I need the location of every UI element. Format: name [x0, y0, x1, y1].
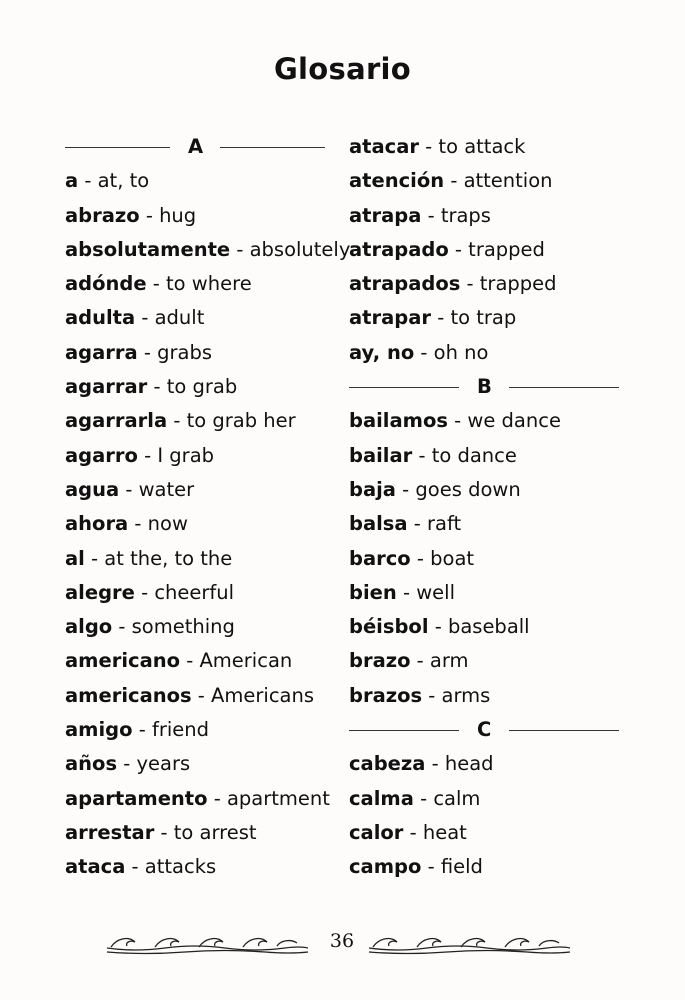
entry-separator: -: [167, 409, 187, 433]
wave-ornament-icon: [105, 930, 310, 956]
glossary-entry: [65, 404, 325, 438]
glossary-column-left: [65, 130, 351, 885]
page-number: 36: [329, 930, 355, 952]
glossary-entry: [349, 439, 619, 473]
entry-definition: we dance: [467, 409, 561, 433]
divider-rule: [65, 147, 170, 148]
entry-separator: -: [412, 443, 432, 467]
glossary-entry: [65, 336, 325, 370]
glossary-entry: [65, 850, 325, 884]
entry-term: agua: [65, 477, 120, 501]
entry-definition: boat: [430, 546, 475, 570]
entry-definition: traps: [440, 203, 491, 227]
glossary-entry: [349, 473, 619, 507]
entry-separator: -: [414, 340, 434, 364]
entry-term: absolutamente: [65, 237, 231, 261]
glossary-entry: [65, 713, 325, 747]
entry-term: al: [65, 546, 85, 570]
glossary-entry: [349, 164, 619, 198]
glossary-entry: [349, 233, 619, 267]
divider-rule: [220, 147, 325, 148]
entry-term: algo: [65, 615, 113, 639]
glossary-entry: [65, 233, 351, 267]
entry-definition: at, to: [97, 169, 150, 193]
entry-separator: -: [407, 512, 428, 536]
section-header-b: [349, 370, 619, 404]
entry-separator: -: [230, 237, 250, 261]
entry-definition: to dance: [431, 443, 517, 467]
entry-definition: attention: [463, 169, 553, 193]
entry-definition: head: [444, 752, 494, 776]
entry-definition: American: [199, 649, 293, 673]
entry-definition: calm: [433, 786, 481, 810]
section-letter: A: [188, 135, 204, 158]
entry-separator: -: [431, 306, 451, 330]
glossary-entry: [65, 439, 325, 473]
glossary-entry: [65, 816, 325, 850]
entry-definition: heat: [422, 820, 467, 844]
glossary-entry: [349, 542, 619, 576]
glossary-entry: [65, 747, 325, 781]
entry-term: campo: [349, 855, 422, 879]
glossary-entry: [65, 267, 325, 301]
entry-term: americano: [65, 649, 181, 673]
entry-separator: -: [207, 786, 227, 810]
entry-definition: apartment: [226, 786, 330, 810]
entry-term: a: [65, 169, 79, 193]
entry-term: bien: [349, 580, 397, 604]
entry-term: atrapa: [349, 203, 422, 227]
glossary-entry: [65, 370, 325, 404]
entry-term: calor: [349, 820, 404, 844]
glossary-entry: [65, 644, 325, 678]
entry-term: americanos: [65, 683, 192, 707]
glossary-entry: [349, 576, 619, 610]
entry-separator: -: [125, 855, 145, 879]
entry-definition: friend: [151, 718, 210, 742]
entry-definition: to grab her: [186, 409, 296, 433]
entry-term: balsa: [349, 512, 408, 536]
entry-separator: -: [395, 477, 416, 501]
entry-separator: -: [78, 169, 98, 193]
entry-definition: cheerful: [154, 580, 235, 604]
entry-term: adulta: [65, 306, 136, 330]
entry-separator: -: [119, 477, 139, 501]
entry-definition: to trap: [450, 306, 517, 330]
entry-separator: -: [460, 272, 480, 296]
entry-separator: -: [84, 546, 105, 570]
glossary-entry: [349, 301, 619, 335]
glossary-entry: [65, 301, 325, 335]
entry-separator: -: [428, 615, 448, 639]
entry-separator: -: [117, 752, 137, 776]
entry-term: atrapar: [349, 306, 431, 330]
entry-separator: -: [191, 683, 212, 707]
entry-separator: -: [410, 546, 431, 570]
entry-definition: at the, to the: [104, 546, 233, 570]
entry-separator: -: [139, 203, 160, 227]
entry-term: atrapados: [349, 272, 461, 296]
entry-definition: goes down: [415, 477, 521, 501]
entry-term: agarrar: [65, 375, 148, 399]
entry-separator: -: [135, 306, 155, 330]
glossary-entry: [65, 610, 325, 644]
entry-definition: oh no: [433, 340, 489, 364]
entry-term: abrazo: [65, 203, 140, 227]
entry-term: ahora: [65, 512, 129, 536]
entry-term: agarra: [65, 340, 138, 364]
glossary-entry: [349, 782, 619, 816]
entry-definition: attacks: [144, 855, 217, 879]
glossary-entry: [349, 747, 619, 781]
glossary-entry: [349, 850, 619, 884]
glossary-entry: [65, 507, 325, 541]
entry-term: béisbol: [349, 615, 429, 639]
entry-separator: -: [425, 752, 445, 776]
entry-separator: -: [418, 135, 439, 158]
entry-separator: -: [421, 203, 441, 227]
divider-rule: [509, 387, 619, 388]
glossary-entry: [65, 576, 325, 610]
entry-term: apartamento: [65, 786, 208, 810]
entry-term: adónde: [65, 272, 147, 296]
entry-definition: field: [440, 855, 483, 879]
entry-separator: -: [128, 512, 148, 536]
entry-separator: -: [421, 855, 441, 879]
entry-term: baja: [349, 477, 396, 501]
entry-term: bailamos: [349, 409, 448, 433]
glossary-entry: [65, 164, 325, 198]
section-letter: B: [477, 375, 492, 399]
glossary-entry: [349, 816, 619, 850]
entry-term: atacar: [349, 135, 419, 158]
entry-definition: absolutely: [249, 237, 351, 261]
entry-term: ataca: [65, 855, 126, 879]
entry-term: ay, no: [349, 340, 415, 364]
entry-separator: -: [112, 615, 132, 639]
entry-separator: -: [403, 820, 423, 844]
glossary-entry: [65, 199, 325, 233]
entry-separator: -: [444, 169, 464, 193]
glossary-entry: [349, 644, 619, 678]
entry-separator: -: [137, 443, 158, 467]
entry-definition: to where: [166, 272, 252, 296]
entry-definition: arm: [429, 649, 469, 673]
entry-definition: adult: [154, 306, 205, 330]
entry-definition: years: [136, 752, 191, 776]
glossary-column-right: [349, 130, 619, 885]
page-footer: [0, 928, 685, 958]
entry-definition: Americans: [211, 683, 315, 707]
entry-definition: hug: [159, 203, 197, 227]
glossary-entry: [65, 542, 325, 576]
glossary-entry: [65, 782, 330, 816]
divider-rule: [509, 730, 619, 731]
entry-definition: to arrest: [173, 820, 257, 844]
entry-separator: -: [448, 237, 469, 261]
entry-separator: -: [413, 786, 434, 810]
entry-term: arrestar: [65, 820, 155, 844]
entry-separator: -: [132, 718, 152, 742]
divider-rule: [349, 387, 459, 388]
glossary-entry: [65, 679, 325, 713]
section-letter: C: [477, 718, 492, 742]
entry-definition: baseball: [447, 615, 530, 639]
entry-term: calma: [349, 786, 414, 810]
glossary-entry: [349, 679, 619, 713]
glossary-entry: [349, 610, 619, 644]
entry-term: brazos: [349, 683, 423, 707]
entry-definition: grabs: [157, 340, 212, 364]
glossary-entry: [349, 336, 619, 370]
glossary-entry: [349, 404, 619, 438]
entry-definition: now: [147, 512, 188, 536]
entry-definition: well: [416, 580, 455, 604]
entry-separator: -: [410, 649, 430, 673]
entry-term: cabeza: [349, 752, 426, 776]
glossary-entry: [65, 473, 325, 507]
entry-separator: -: [447, 409, 468, 433]
entry-definition: arms: [441, 683, 491, 707]
entry-definition: water: [138, 477, 195, 501]
entry-separator: -: [137, 340, 158, 364]
section-header-a: [65, 130, 325, 164]
entry-separator: -: [180, 649, 200, 673]
entry-separator: -: [396, 580, 417, 604]
glossary-entry: [349, 199, 619, 233]
glossary-entry: [349, 507, 619, 541]
entry-definition: to grab: [166, 375, 238, 399]
glossary-entry: [349, 130, 619, 164]
entry-term: agarro: [65, 443, 138, 467]
divider-rule: [349, 730, 459, 731]
entry-definition: trapped: [479, 272, 557, 296]
entry-separator: -: [154, 820, 174, 844]
entry-separator: -: [147, 375, 167, 399]
entry-separator: -: [422, 683, 442, 707]
entry-term: atrapado: [349, 237, 449, 261]
entry-definition: trapped: [468, 237, 545, 261]
entry-definition: raft: [427, 512, 462, 536]
entry-term: amigo: [65, 718, 133, 742]
section-header-c: [349, 713, 619, 747]
entry-separator: -: [134, 580, 155, 604]
entry-term: atención: [349, 169, 445, 193]
entry-term: alegre: [65, 580, 135, 604]
entry-separator: -: [146, 272, 167, 296]
entry-term: agarrarla: [65, 409, 168, 433]
wave-ornament-icon: [367, 930, 572, 956]
entry-term: brazo: [349, 649, 411, 673]
entry-definition: something: [131, 615, 235, 639]
entry-term: barco: [349, 546, 411, 570]
entry-definition: to attack: [438, 135, 526, 158]
entry-term: bailar: [349, 443, 413, 467]
entry-term: años: [65, 752, 118, 776]
glossary-entry: [349, 267, 619, 301]
entry-definition: I grab: [157, 443, 215, 467]
page-title: Glosario: [273, 52, 412, 86]
